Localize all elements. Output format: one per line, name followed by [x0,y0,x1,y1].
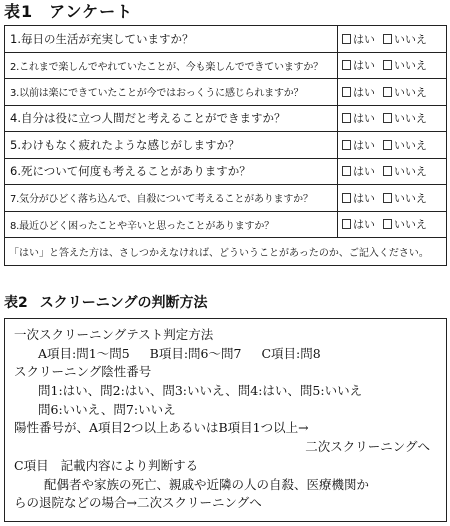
checkbox-icon[interactable] [342,113,351,123]
no-label: いいえ [394,191,427,205]
question-row-1 [5,26,447,53]
yes-label: はい [353,112,375,126]
yes-label: はい [353,138,375,152]
screening-method-box [4,318,447,522]
negative-answers-line-2: 問6:いいえ、問7:いいえ [38,401,176,417]
checkbox-icon[interactable] [383,140,392,150]
answer-cell-7 [338,185,447,212]
no-option-5[interactable] [383,137,427,153]
checkbox-icon[interactable] [342,140,351,150]
question-text-1: 1.毎日の生活が充実していますか？ [5,26,338,53]
question-row-3 [5,79,447,106]
checkbox-icon[interactable] [342,166,351,176]
checkbox-icon[interactable] [342,219,351,229]
table2-heading [4,292,207,314]
no-label: いいえ [394,59,427,73]
question-text-6: 6.死について何度も考えることがありますか？ [5,158,338,185]
yes-label: はい [353,165,375,179]
checkbox-icon[interactable] [383,34,392,44]
positive-criteria-line: 陽性番号が、A項目2つ以上あるいはB項目1つ以上→ [14,420,309,436]
yes-label: はい [353,85,375,99]
checkbox-icon[interactable] [383,87,392,97]
question-row-5 [5,132,447,159]
yes-label: はい [353,191,375,205]
answer-cell-3 [338,79,447,106]
yes-label: はい [353,59,375,73]
item-c-label: C項目 [14,457,49,473]
checkbox-icon[interactable] [342,34,351,44]
no-label: いいえ [394,138,427,152]
yes-option-7[interactable] [342,190,375,206]
yes-option-8[interactable] [342,216,375,232]
checkbox-icon[interactable] [383,193,392,203]
yes-option-1[interactable] [342,31,375,47]
note-row [5,238,447,266]
question-text-7: 7.気分がひどく落ち込んで、自殺について考えることがありますか？ [5,185,338,212]
no-option-6[interactable] [383,163,427,179]
item-c-range: C項目:問8 [261,345,321,361]
item-c-detail-line-2: らの退院などの場合→二次スクリーニングへ [14,495,262,511]
item-b-range: B項目:問6～問7 [149,345,242,361]
survey-table [4,25,447,266]
no-option-2[interactable] [383,57,427,73]
question-text-4: 4.自分は役に立つ人間だと考えることができますか？ [5,105,338,132]
yes-label: はい [353,32,375,46]
question-row-4 [5,105,447,132]
item-c-detail-line-1: 配偶者や家族の死亡、親戚や近隣の人の自殺、医療機関か [44,476,370,492]
no-label: いいえ [394,85,427,99]
no-option-7[interactable] [383,190,427,206]
no-label: いいえ [394,218,427,232]
answer-cell-6 [338,158,447,185]
table1-title: アンケート [49,2,134,21]
yes-option-5[interactable] [342,137,375,153]
survey-note: 「はい」と答えた方は、さしつかえなければ、どういうことがあったのか、ご記入ください。 [5,238,447,266]
answer-cell-5 [338,132,447,159]
checkbox-icon[interactable] [342,87,351,97]
question-text-2: 2.これまで楽しんでやれていたことが、今も楽しんでできていますか？ [5,52,338,79]
item-c-rule: 記載内容により判断する [60,457,199,473]
checkbox-icon[interactable] [383,219,392,229]
item-ranges-line [5,345,446,364]
yes-option-6[interactable] [342,163,375,179]
checkbox-icon[interactable] [383,60,392,70]
no-label: いいえ [394,165,427,179]
checkbox-icon[interactable] [383,113,392,123]
no-option-1[interactable] [383,31,427,47]
yes-option-3[interactable] [342,84,375,100]
question-row-2 [5,52,447,79]
answer-cell-1 [338,26,447,53]
answer-cell-2 [338,52,447,79]
yes-label: はい [353,218,375,232]
yes-option-4[interactable] [342,110,375,126]
secondary-screening-target: 二次スクリーニングへ [305,439,430,455]
checkbox-icon[interactable] [342,193,351,203]
question-text-3: 3.以前は楽にできていたことが今ではおっくうに感じられますか？ [5,79,338,106]
question-text-5: 5.わけもなく疲れたような感じがしますか？ [5,132,338,159]
table2-label: 表2 [4,295,28,311]
answer-cell-8 [338,211,447,238]
table1-heading [4,0,133,24]
table1-label: 表1 [4,2,34,21]
negative-numbers-heading: スクリーニング陰性番号 [14,364,152,380]
no-option-8[interactable] [383,216,427,232]
checkbox-icon[interactable] [383,166,392,176]
question-text-8: 8.最近ひどく困ったことや辛いと思ったことがありますか？ [5,211,338,238]
question-row-6 [5,158,447,185]
answer-cell-4 [338,105,447,132]
question-row-8 [5,211,447,238]
yes-option-2[interactable] [342,57,375,73]
item-c-rule-line [5,457,446,476]
no-option-4[interactable] [383,110,427,126]
negative-answers-line-1: 問1:はい、問2:はい、問3:いいえ、問4:はい、問5:いいえ [38,383,363,399]
no-option-3[interactable] [383,84,427,100]
no-label: いいえ [394,32,427,46]
checkbox-icon[interactable] [342,60,351,70]
no-label: いいえ [394,112,427,126]
item-a-range: A項目:問1～問5 [38,345,130,361]
screening-test-heading: 一次スクリーニングテスト判定方法 [14,327,214,342]
table2-title: スクリーニングの判断方法 [39,295,208,311]
question-row-7 [5,185,447,212]
